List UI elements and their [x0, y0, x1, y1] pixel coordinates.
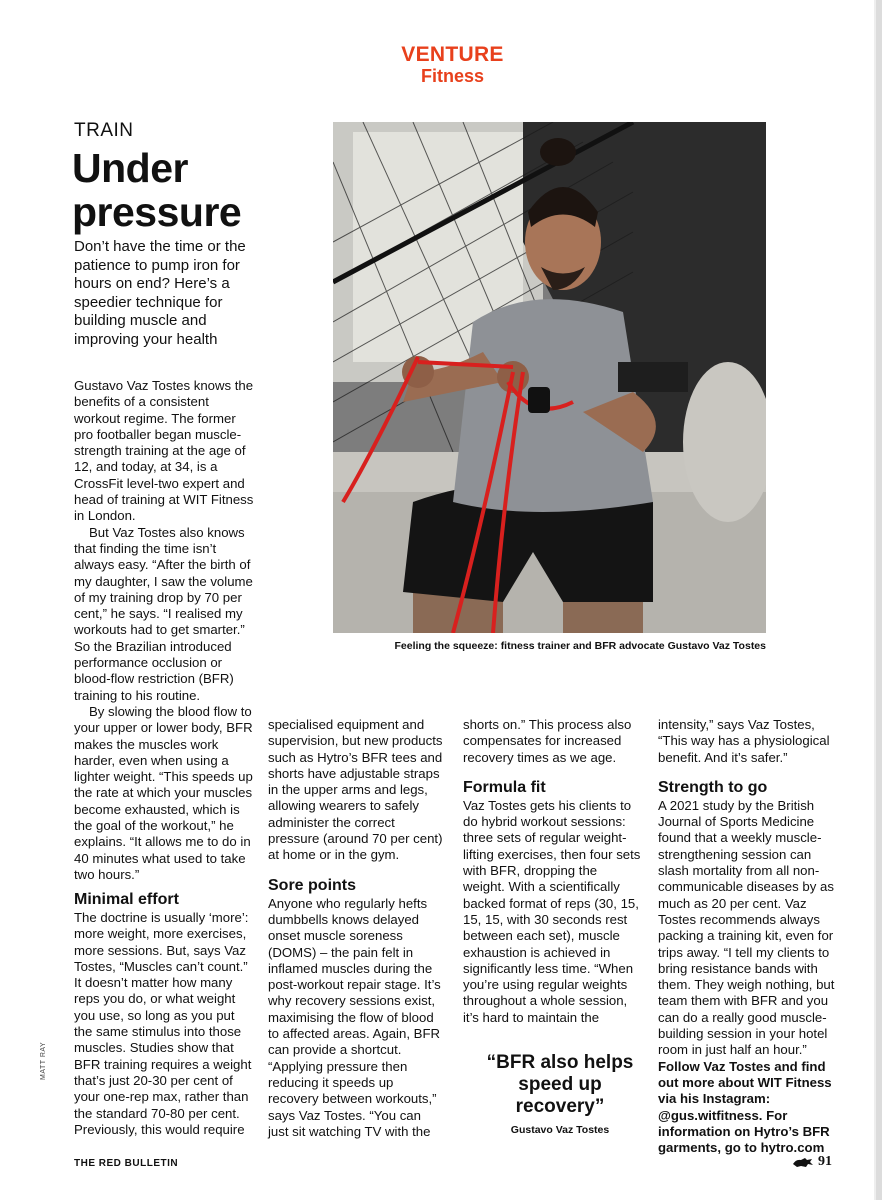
col3-paragraph-2: Vaz Tostes gets his clients to do hybrid workout sessions: three sets of regular weight-lifting exercises, then four sets with BFR, dropping the weight. With a scientifically backed format of reps (30, 15, 15, 15, with 30 seconds rest between each set), muscle exhaustion is achieved in significantly less time. “When you’re using regular weights throughout a whole session, it’s hard to maintain the [463, 797, 641, 1025]
photo-illustration [333, 122, 766, 633]
subhead-minimal-effort: Minimal effort [74, 891, 179, 908]
column-3 [463, 717, 641, 1026]
col2-paragraph-2: Anyone who regularly hefts dumbbells knows delayed onset muscle soreness (DOMS) – the pain felt in inflamed muscles during the post-workout repair stage. It’s why recovery sessions exist, maximising the flow of blood to affected areas. Again, BFR can provide a shortcut. “Applying pressure then reducing it speeds up recovery between workouts,” says Vaz Tostes. “You can just sit watching TV with the [268, 895, 441, 1139]
article-headline [72, 146, 241, 234]
subhead-formula-fit: Formula fit [463, 778, 546, 796]
footer-page [792, 1154, 832, 1170]
col1-paragraph-4: The doctrine is usually ‘more’: more weight, more exercises, more sessions. But, says Vaz Tostes, “Muscles can’t count.” It doesn’t matter how many reps you do, or what weight you use, so long as you put the same stimulus into those muscles. Studies show that BFR training requires a weight that’s just 20-30 per cent of your one-rep max, rather than the standard 70-80 per cent. Previously, this would require [74, 910, 252, 1137]
article-kicker: TRAIN [74, 120, 134, 141]
col3-paragraph-1: shorts on.” This process also compensates for increased recovery times as we age. [463, 717, 632, 765]
col1-paragraph-1: Gustavo Vaz Tostes knows the benefits of a consistent workout regime. The former pro footballer began muscle-strength training at the age of 12, and today, at 34, is a CrossFit level-two expert and head of training at WIT Fitness in London. [74, 378, 254, 524]
col4-paragraph-2: A 2021 study by the British Journal of Sports Medicine found that a weekly muscle-strengthening session can slash mortality from all non-communicable diseases by as much as 20 per cent. Vaz Tostes recommends always packing a training kit, even for trips away. “I tell my clients to bring resistance bands with them. They weigh nothing, but team them with BFR and you can do a really good muscle-building session in your hotel room in just half an hour.” [658, 797, 835, 1058]
section-header [0, 44, 882, 86]
photo-caption: Feeling the squeeze: fitness trainer and BFR advocate Gustavo Vaz Tostes [394, 640, 766, 652]
photo-credit: MATT RAY [40, 1041, 47, 1080]
column-1-lower [74, 890, 254, 1138]
section-name: VENTURE [401, 43, 504, 66]
page-edge-shadow [874, 0, 876, 1200]
page-number: 91 [818, 1154, 832, 1169]
col1-paragraph-3: By slowing the blood flow to your upper or lower body, BFR makes the muscles work harder, even when using a lighter weight. “This speeds up the rate at which your muscles become exhausted, which is the goal of the workout,” he explains. “It allows me to do in 40 minutes what used to take two hours.” [74, 703, 253, 882]
pull-quote-text: “BFR also helps speed up recovery” [486, 1052, 634, 1117]
bull-logo-icon [792, 1156, 814, 1168]
col1-paragraph-2: But Vaz Tostes also knows that finding the time isn’t always easy. “After the birth of my daughter, I saw the volume of my training drop by 70 per cent,” he says. “I realised my workouts had to get smarter.” So the Brazilian introduced performance occlusion or blood-flow restriction (BFR) training to his routine. [74, 524, 253, 703]
article-standfirst: Don’t have the time or the patience to pump iron for hours on end? Here’s a speedier technique for building muscle and improving your health [74, 238, 246, 348]
section-subname: Fitness [420, 66, 485, 86]
col4-call-to-action: Follow Vaz Tostes and find out more about WIT Fitness via his Instagram: @gus.witfitness. For information on Hytro’s BFR garments, go to hytro.com [658, 1058, 832, 1156]
pull-quote-attribution: Gustavo Vaz Tostes [510, 1124, 610, 1136]
subhead-strength-to-go: Strength to go [658, 778, 768, 796]
page-edge [876, 0, 882, 1200]
column-2 [268, 717, 443, 1140]
article-photo [333, 122, 766, 633]
headline-line-1: Under [72, 145, 188, 191]
column-1 [74, 378, 254, 883]
column-4 [658, 717, 836, 1156]
footer-magazine-name: THE RED BULLETIN [74, 1158, 179, 1169]
headline-line-2: pressure [72, 189, 242, 235]
subhead-sore-points: Sore points [268, 876, 357, 894]
col2-paragraph-1: specialised equipment and supervision, but new products such as Hytro’s BFR tees and shorts have adjustable straps in the upper arms and legs, allowing wearers to safely administer the correct pressure (around 70 per cent) at home or in the gym. [268, 717, 443, 863]
col4-paragraph-1: intensity,” says Vaz Tostes, “This way has a physiological benefit. And it’s safer.” [658, 717, 830, 765]
pull-quote [480, 1052, 640, 1136]
